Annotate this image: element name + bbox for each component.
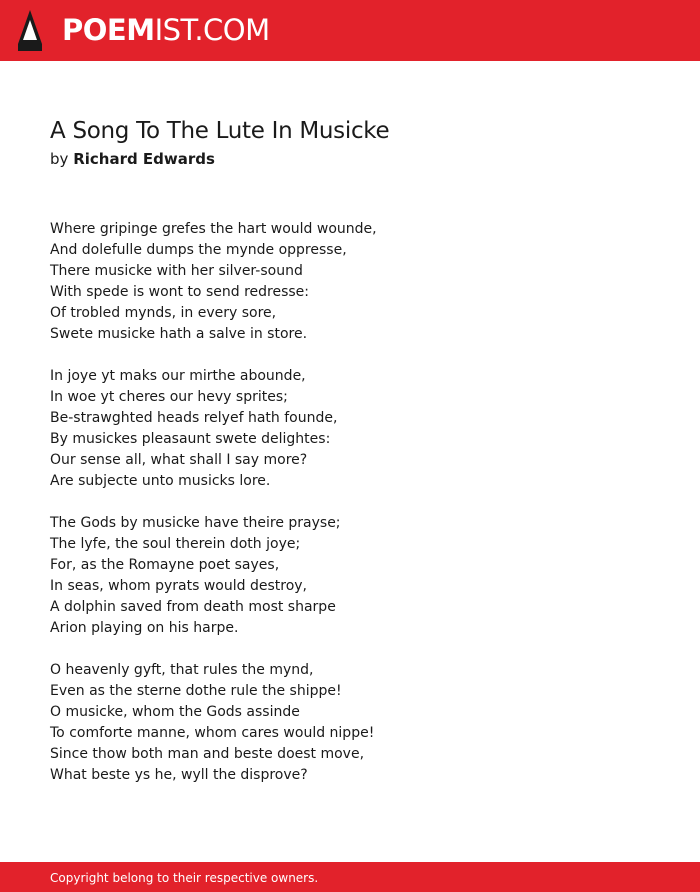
poem-line: Since thow both man and beste doest move, [50,746,365,762]
poem-line: Our sense all, what shall I say more? [50,452,308,468]
poem-line: Be-strawghted heads relyef hath founde, [50,410,338,426]
stanza [50,513,650,639]
logo-brand-bold: POEM [62,13,155,47]
poem-body [50,219,650,807]
poem-line: Are subjecte unto musicks lore. [50,473,271,489]
stanza [50,366,650,492]
poem-line: Of trobled mynds, in every sore, [50,305,277,321]
poem-byline [50,149,215,169]
site-header [0,0,700,61]
site-logo[interactable] [62,12,270,48]
poem-line: And dolefulle dumps the mynde oppresse, [50,242,347,258]
logo-brand-light: IST.COM [154,13,270,47]
poem-line: A dolphin saved from death most sharpe [50,599,336,615]
poem-line: The lyfe, the soul therein doth joye; [50,536,301,552]
poem-line: The Gods by musicke have theire prayse; [50,515,341,531]
poem-line: In seas, whom pyrats would destroy, [50,578,307,594]
poem-line: Even as the sterne dothe rule the shippe! [50,683,342,699]
poem-line: Arion playing on his harpe. [50,620,239,636]
poem-line: By musickes pleasaunt swete delightes: [50,431,331,447]
poem-line: With spede is wont to send redresse: [50,284,309,300]
pencil-icon[interactable] [18,10,42,51]
poem-title: A Song To The Lute In Musicke [50,118,390,144]
poem-line: O musicke, whom the Gods assinde [50,704,300,720]
poem-line: What beste ys he, wyll the disprove? [50,767,308,783]
poem-line: Swete musicke hath a salve in store. [50,326,308,342]
poem-line: In joye yt maks our mirthe abounde, [50,368,306,384]
stanza [50,219,650,345]
poem-line: Where gripinge grefes the hart would wounde, [50,221,377,237]
poem-line: To comforte manne, whom cares would nippe! [50,725,375,741]
copyright-notice: Copyright belong to their respective owners. [50,871,319,885]
poem-author: Richard Edwards [73,150,215,168]
site-footer [0,862,700,892]
byline-prefix: by [50,150,69,168]
poem-line: O heavenly gyft, that rules the mynd, [50,662,314,678]
poem-line: There musicke with her silver-sound [50,263,303,279]
poem-line: For, as the Romayne poet sayes, [50,557,280,573]
stanza [50,660,650,786]
poem-line: In woe yt cheres our hevy sprites; [50,389,288,405]
